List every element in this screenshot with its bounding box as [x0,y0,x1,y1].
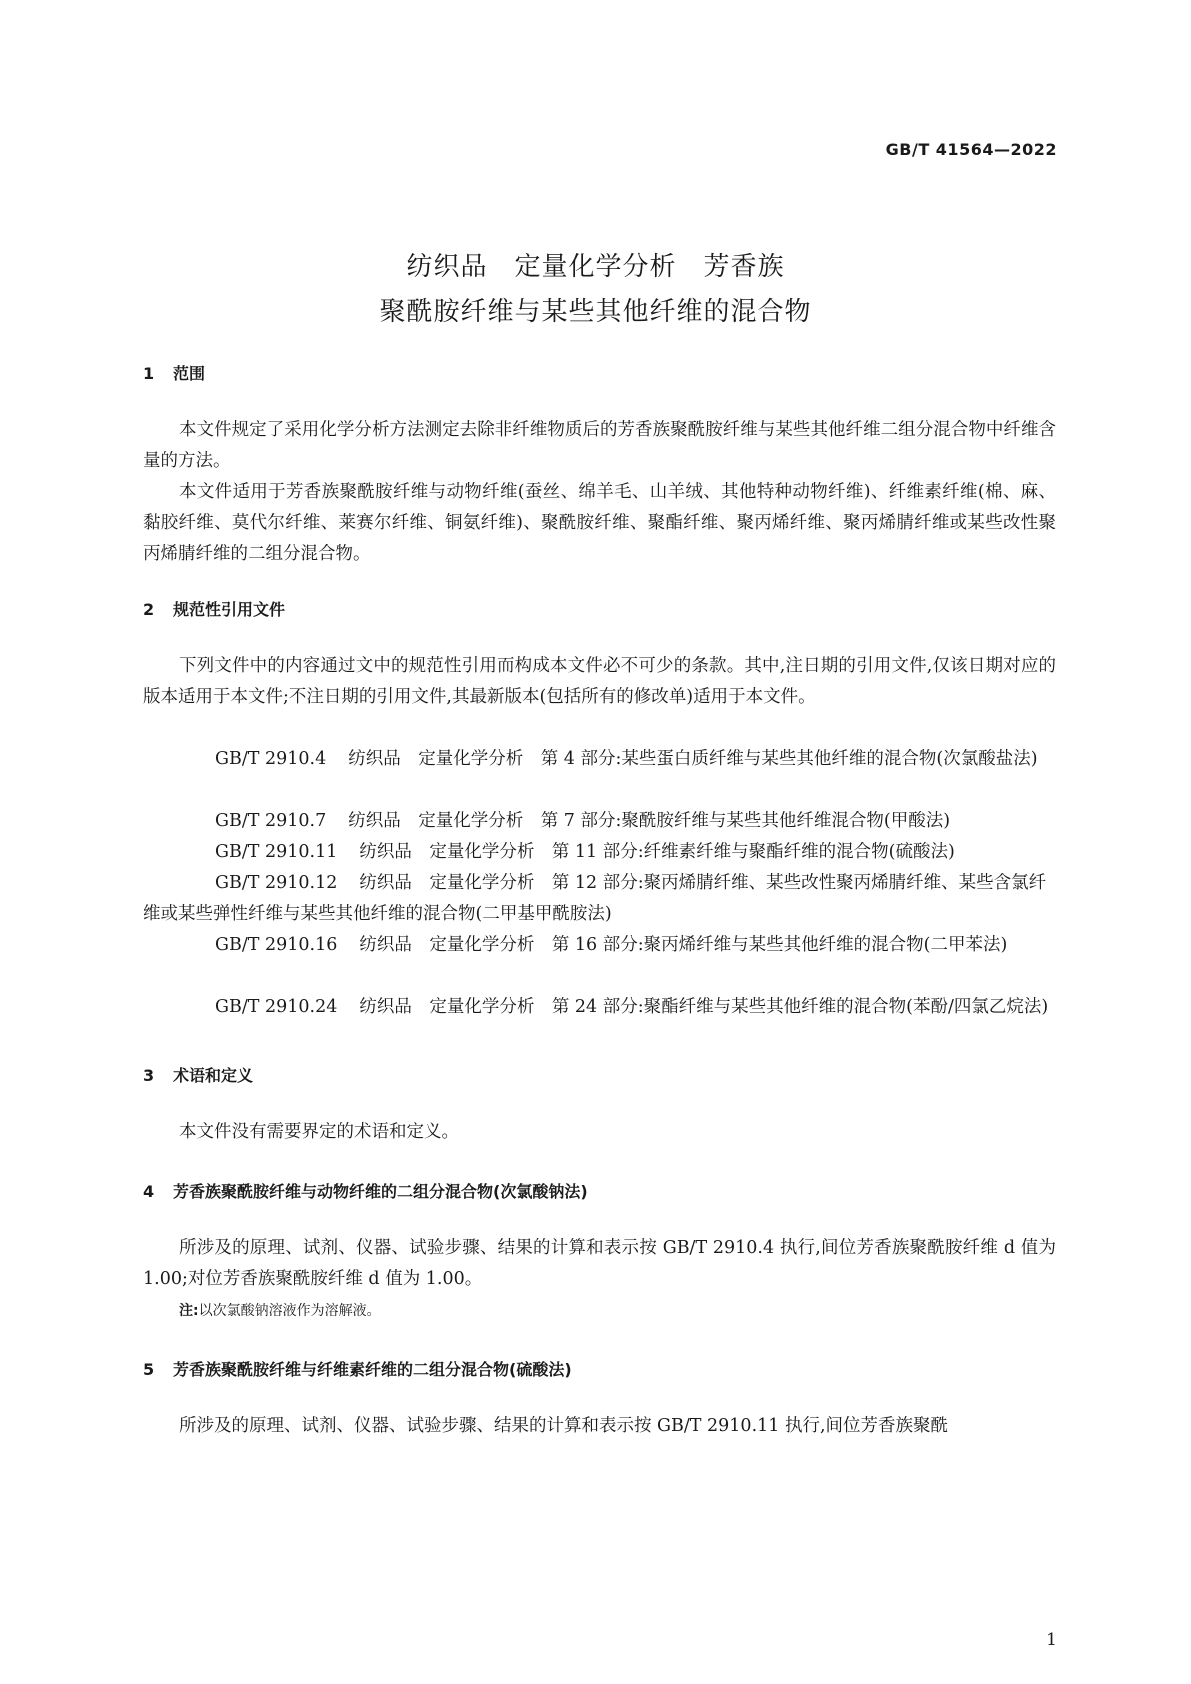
reference-title: 纺织品 定量化学分析 第 12 部分:聚丙烯腈纤维、某些改性聚丙烯腈纤维、某些含氯纤维或某些弹性纤维与某些其他纤维的混合物(二甲基甲酰胺法) [143,873,1047,924]
reference-item [143,930,1056,961]
reference-item [143,744,1056,775]
reference-title: 纺织品 定量化学分析 第 7 部分:聚酰胺纤维与某些其他纤维混合物(甲酸法) [348,811,951,831]
reference-item [143,806,1056,837]
reference-code: GB/T 2910.24 [215,997,338,1017]
section-title: 范围 [173,364,206,383]
reference-code: GB/T 2910.12 [215,873,338,893]
section-number: 4 [143,1182,155,1201]
section-1-paragraph-1: 本文件规定了采用化学分析方法测定去除非纤维物质后的芳香族聚酰胺纤维与某些其他纤维二组分混合物中纤维含量的方法。 [143,420,1056,471]
document-title-line1: 纺织品 定量化学分析 芳香族 [406,252,785,282]
note [179,1300,381,1320]
section-1-heading [143,361,205,384]
standard-code: GB/T 41564—2022 [885,140,1057,159]
section-5-heading [143,1357,572,1380]
reference-item [143,837,1056,868]
reference-title: 纺织品 定量化学分析 第 11 部分:纤维素纤维与聚酯纤维的混合物(硫酸法) [359,842,955,862]
section-2-paragraph-1: 下列文件中的内容通过文中的规范性引用而构成本文件必不可少的条款。其中,注日期的引用文件,仅该日期对应的版本适用于本文件;不注日期的引用文件,其最新版本(包括所有的修改单)适用于本文件。 [143,656,1056,707]
reference-item [143,992,1056,1023]
section-number: 2 [143,600,155,619]
reference-title: 纺织品 定量化学分析 第 24 部分:聚酯纤维与某些其他纤维的混合物(苯酚/四氯乙烷法) [359,997,1049,1017]
reference-code: GB/T 2910.7 [215,811,327,831]
section-title: 规范性引用文件 [173,600,286,619]
reference-code: GB/T 2910.11 [215,842,338,862]
reference-code: GB/T 2910.16 [215,935,338,955]
reference-title: 纺织品 定量化学分析 第 16 部分:聚丙烯纤维与某些其他纤维的混合物(二甲苯法) [359,935,1008,955]
section-3-paragraph-1: 本文件没有需要界定的术语和定义。 [179,1122,459,1142]
section-title: 芳香族聚酰胺纤维与动物纤维的二组分混合物(次氯酸钠法) [173,1182,588,1201]
reference-code: GB/T 2910.4 [215,749,327,769]
note-label: 注: [179,1303,199,1319]
section-4-heading [143,1179,588,1202]
section-title: 芳香族聚酰胺纤维与纤维素纤维的二组分混合物(硫酸法) [173,1360,572,1379]
page-number: 1 [1046,1630,1057,1650]
section-number: 3 [143,1066,155,1085]
reference-item [143,868,1056,930]
section-5-paragraph-1: 所涉及的原理、试剂、仪器、试验步骤、结果的计算和表示按 GB/T 2910.11 执行,间位芳香族聚酰 [179,1416,949,1436]
section-4-paragraph-1: 所涉及的原理、试剂、仪器、试验步骤、结果的计算和表示按 GB/T 2910.4 执行,间位芳香族聚酰胺纤维 d 值为 1.00;对位芳香族聚酰胺纤维 d 值为 1.00。 [143,1238,1056,1289]
section-2-heading [143,597,285,620]
section-number: 5 [143,1360,155,1379]
section-3-heading [143,1063,253,1086]
section-number: 1 [143,364,155,383]
document-title-line2: 聚酰胺纤维与某些其他纤维的混合物 [379,297,812,327]
note-text: 以次氯酸钠溶液作为溶解液。 [198,1303,381,1319]
reference-title: 纺织品 定量化学分析 第 4 部分:某些蛋白质纤维与某些其他纤维的混合物(次氯酸盐法) [348,749,1038,769]
section-title: 术语和定义 [173,1066,254,1085]
section-1-paragraph-2: 本文件适用于芳香族聚酰胺纤维与动物纤维(蚕丝、绵羊毛、山羊绒、其他特种动物纤维)、纤维素纤维(棉、麻、黏胶纤维、莫代尔纤维、莱赛尔纤维、铜氨纤维)、聚酰胺纤维、聚酯纤维、聚丙烯纤维、聚丙烯腈纤维或某些改性聚丙烯腈纤维的二组分混合物。 [143,482,1056,564]
